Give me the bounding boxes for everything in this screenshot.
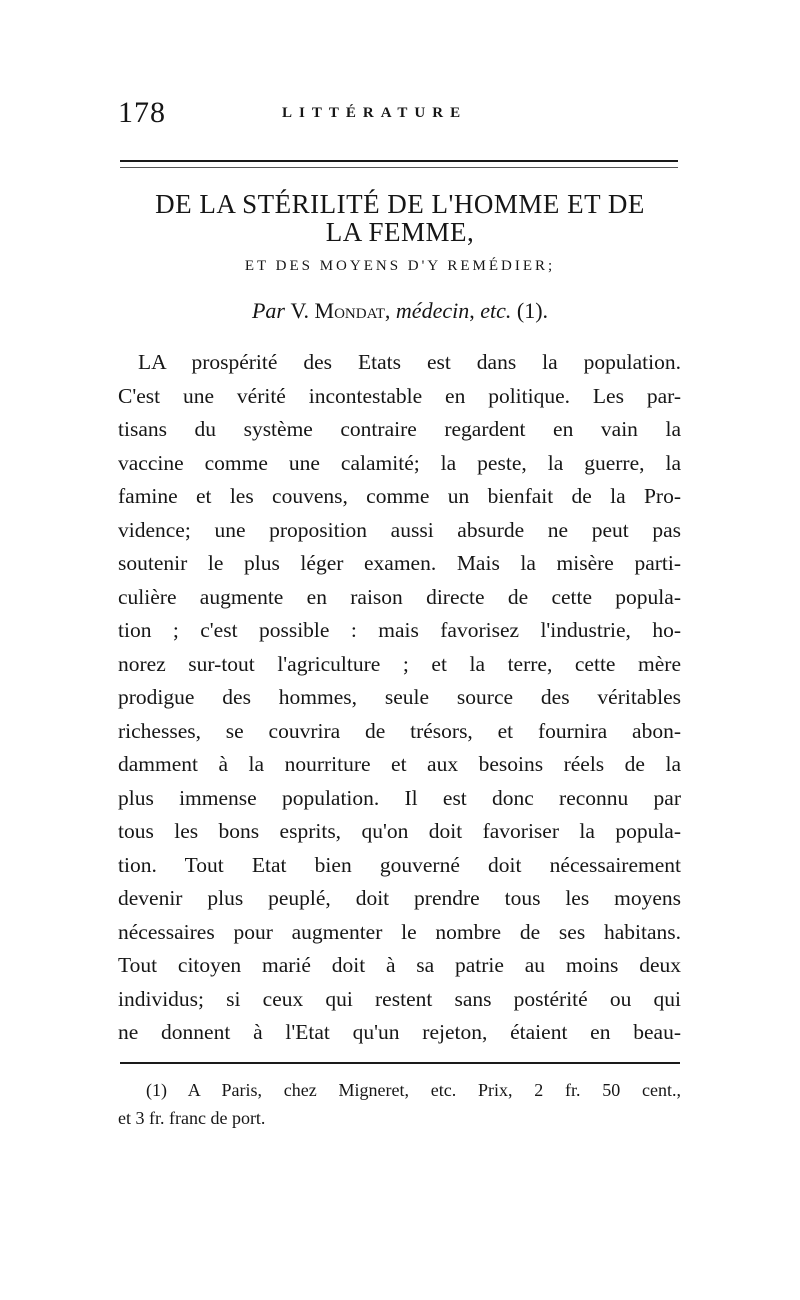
- text-line: nécessaires pour augmenter le nombre de ses habitans.: [118, 919, 681, 944]
- text-line: tisans du système contraire regardent en vain la: [118, 417, 681, 441]
- footnote-reference: (1).: [516, 298, 549, 323]
- text-line: ne donnent à l'Etat qu'un rejeton, étaient en beau-: [118, 1020, 681, 1044]
- text-line: vidence; une proposition aussi absurde ne peut pas: [118, 517, 681, 542]
- article-subtitle: ET DES MOYENS D'Y REMÉDIER;: [244, 258, 556, 274]
- body-text: [118, 346, 681, 1050]
- text-line: damment à la nourriture et aux besoins réels de la: [118, 752, 681, 776]
- header-rule: [120, 160, 678, 162]
- text-line: famine et les couvens, comme un bienfait de la Pro-: [118, 484, 681, 508]
- text-line: individus; si ceux qui restent sans postérité ou qui: [118, 986, 681, 1011]
- text-line: devenir plus peuplé, doit prendre tous les moyens: [118, 886, 681, 910]
- byline-occupation: médecin: [395, 298, 470, 323]
- byline-par: Par: [251, 298, 285, 323]
- article-title: [110, 190, 690, 246]
- header-rule-thin: [120, 167, 678, 168]
- running-head: [118, 96, 678, 136]
- footnote: [118, 1076, 681, 1132]
- article-title-line: DE LA STÉRILITÉ DE L'HOMME ET DE: [155, 189, 645, 219]
- text-line: LA prospérité des Etats est dans la population.: [138, 350, 681, 374]
- text-line: norez sur-tout l'agriculture ; et la terre, cette mère: [118, 651, 681, 676]
- byline-author: V. Mondat: [290, 298, 385, 323]
- footnote-rule: [120, 1062, 680, 1064]
- text-line: Tout citoyen marié doit à sa patrie au moins deux: [118, 953, 681, 977]
- text-line: prodigue des hommes, seule source des véritables: [118, 685, 681, 709]
- text-line: tion ; c'est possible : mais favorisez l'industrie, ho-: [118, 618, 681, 642]
- text-line: tous les bons esprits, qu'on doit favoriser la popula-: [118, 819, 681, 843]
- text-line: vaccine comme une calamité; la peste, la guerre, la: [118, 450, 681, 475]
- section-title: LITTÉRATURE: [282, 105, 468, 121]
- text-line: culière augmente en raison directe de cette popula-: [118, 584, 681, 609]
- text-line: C'est une vérité incontestable en politique. Les par-: [118, 383, 681, 408]
- text-line: soutenir le plus léger examen. Mais la misère parti-: [118, 551, 681, 575]
- page-number: 178: [118, 96, 166, 129]
- byline: Par V. Mondat, médecin, etc. (1).: [251, 298, 549, 323]
- byline-etc: etc.: [480, 298, 512, 323]
- footnote-line: (1) A Paris, chez Migneret, etc. Prix, 2 fr. 50 cent.,: [146, 1080, 681, 1100]
- text-line: richesses, se couvrira de trésors, et fournira abon-: [118, 718, 681, 743]
- text-line: tion. Tout Etat bien gouverné doit nécessairement: [118, 852, 681, 877]
- text-line: plus immense population. Il est donc reconnu par: [118, 785, 681, 810]
- article-title-line: LA FEMME,: [325, 217, 475, 247]
- footnote-line: et 3 fr. franc de port.: [118, 1108, 266, 1128]
